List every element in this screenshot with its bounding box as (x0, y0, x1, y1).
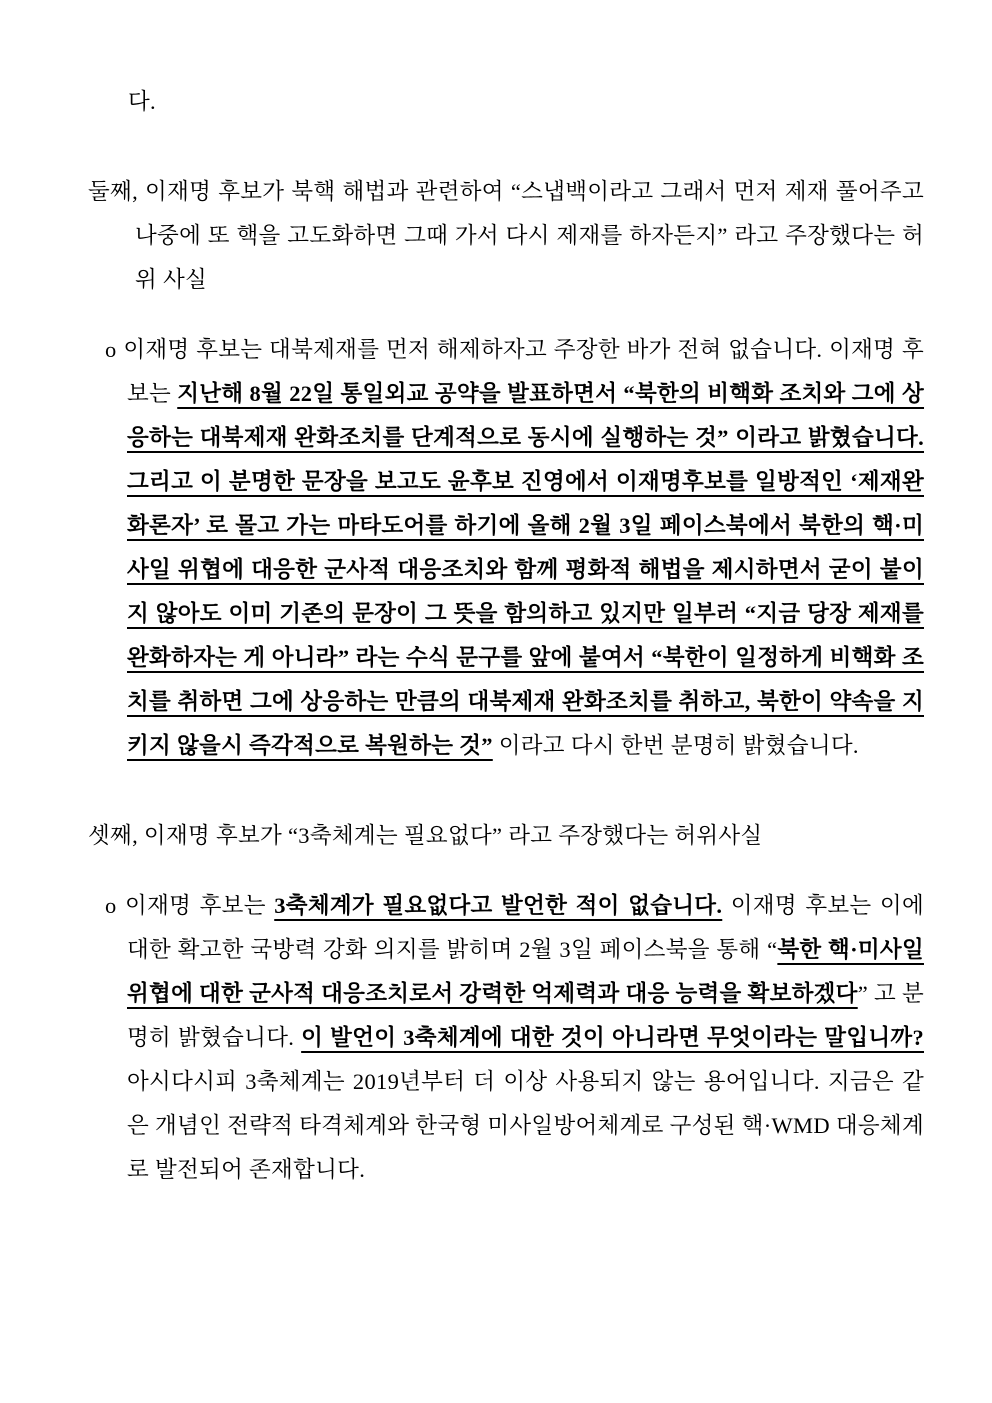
section-second-claim (88, 170, 924, 768)
plain-text: 이재명 후보는 이에 대한 확고한 국방력 강화 의지를 밝히며 2월 3일 페이스북을 통해 “ (127, 893, 924, 962)
paragraph-fragment: 다. (128, 89, 156, 114)
section-third-claim (88, 814, 924, 1192)
rebuttal-paragraph (105, 328, 924, 768)
plain-text: ” 고 분명히 밝혔습니다. (127, 981, 924, 1050)
emphasized-underlined-text: 지난해 8월 22일 통일외교 공약을 발표하면서 “북한의 비핵화 조치와 그에 상응하는 대북제재 완화조치를 단계적으로 동시에 실행하는 것” 이라고 밝혔습니다. 그리고 이 분명한 문장을 보고도 윤후보 진영에서 이재명후보를 일방적인 ‘제재완화론자’ 로 몰고 가는 마타도어를 하기에 올해 2월 3일 페이스북에서 북한의 핵·미사일 위협에 대응한 군사적 대응조치와 함께 평화적 해법을 제시하면서 굳이 붙이지 않아도 이미 기존의 문장이 그 뜻을 함의하고 있지만 일부러 “지금 당장 제재를 완화하자는 게 아니라” 라는 수식 문구를 앞에 붙여서 “북한이 일정하게 비핵화 조치를 취하면 그에 상응하는 만큼의 대북제재 완화조치를 취하고, 북한이 약속을 지키지 않을시 즉각적으로 복원하는 것” (127, 381, 925, 758)
plain-text: 이라고 다시 한번 분명히 밝혔습니다. (492, 733, 859, 758)
bullet-marker: o (105, 893, 117, 918)
rebuttal-text (123, 337, 924, 758)
plain-text: 아시다시피 3축체계는 2019년부터 더 이상 사용되지 않는 용어입니다. 지금은 같은 개념인 전략적 타격체계와 한국형 미사일방어체계로 구성된 핵·WMD 대응체계로 발전되어 존재합니다. (127, 1069, 924, 1182)
plain-text: 이재명 후보는 대북제재를 먼저 해제하자고 주장한 바가 전혀 없습니다. 이재명 후보는 (123, 337, 924, 406)
plain-text: 이재명 후보는 (125, 893, 275, 918)
claim-heading-third: 셋째, 이재명 후보가 “3축체계는 필요없다” 라고 주장했다는 허위사실 (88, 823, 763, 848)
rebuttal-text (125, 893, 924, 1182)
emphasized-underlined-text: 3축체계가 필요없다고 발언한 적이 없습니다. (274, 893, 723, 918)
claim-heading-second: 둘째, 이재명 후보가 북핵 해법과 관련하여 “스냅백이라고 그래서 먼저 제재 풀어주고 나중에 또 핵을 고도화하면 그때 가서 다시 제재를 하자든지” 라고 주장했다는 허위 사실 (88, 179, 924, 292)
emphasized-underlined-text: 이 발언이 3축체계에 대한 것이 아니라면 무엇이라는 말입니까? (301, 1025, 924, 1050)
emphasized-underlined-text: 북한 핵·미사일 위협에 대한 군사적 대응조치로서 강력한 억제력과 대응 능력을 확보하겠다 (127, 937, 924, 1006)
bullet-marker: o (105, 337, 117, 362)
rebuttal-paragraph (105, 884, 924, 1192)
